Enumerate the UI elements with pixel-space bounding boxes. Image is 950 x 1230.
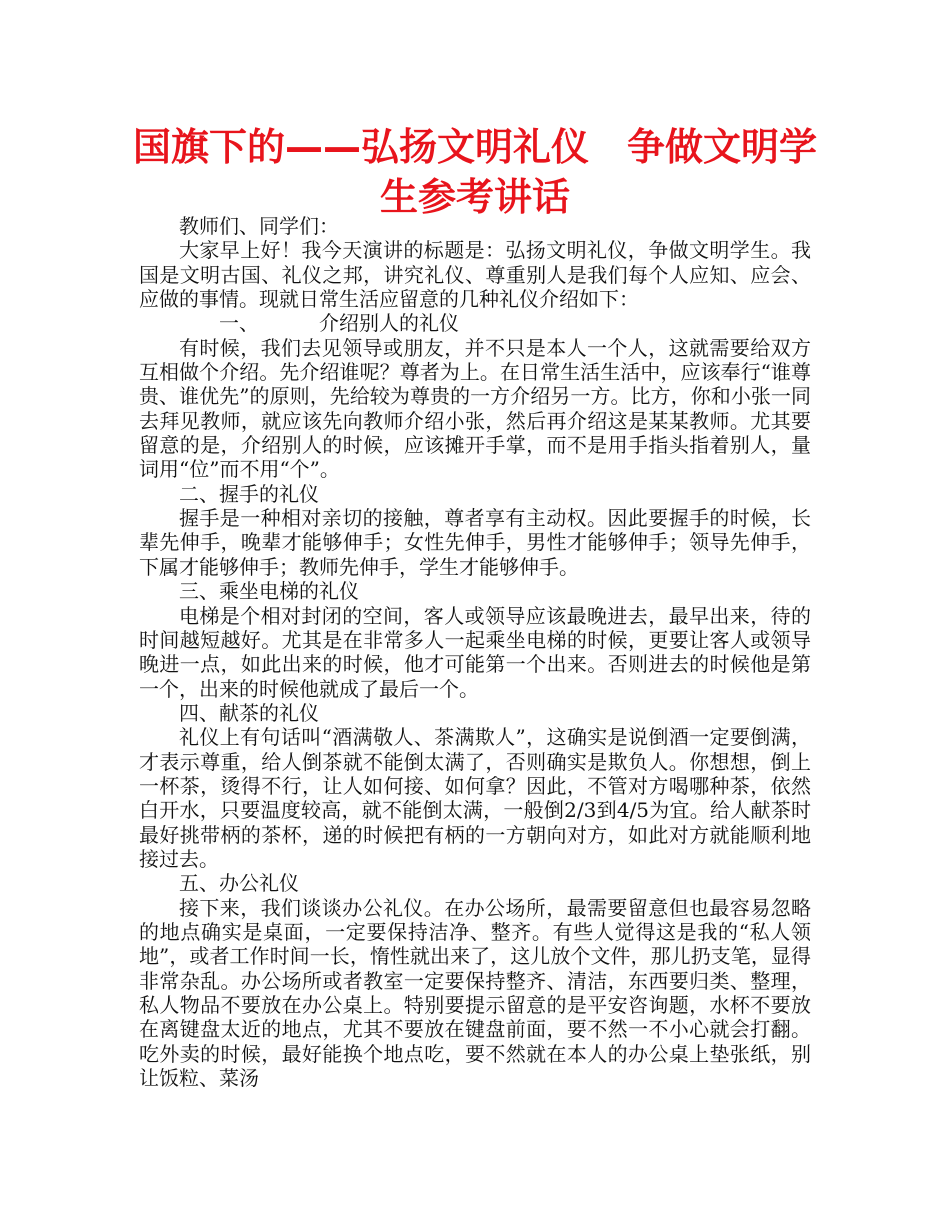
- document-title: [130, 122, 820, 222]
- section-4-paragraph: 礼仪上有句话叫“酒满敬人、茶满欺人”，这确实是说倒酒一定要倒满，才表示尊重，给人倒茶就不能倒太满了，否则确实是欺负人。你想想，倒上一杯茶，烫得不行，让人如何接、如何拿？因此，不管对方喝哪种茶，依然白开水，只要温度较高，就不能倒太满，一般倒2/3到4/5为宜。给人献茶时最好挑带柄的茶杯，递的时候把有柄的一方朝向对方，如此对方就能顺利地接过去。: [139, 725, 811, 871]
- section-1-title: 介绍别人的礼仪: [319, 311, 459, 336]
- intro-paragraph: 大家早上好！我今天演讲的标题是：弘扬文明礼仪，争做文明学生。我国是文明古国、礼仪之邦，讲究礼仪、尊重别人是我们每个人应知、应会、应做的事情。现就日常生活应留意的几种礼仪介绍如下：: [139, 238, 811, 312]
- section-3-heading: 三、乘坐电梯的礼仪: [179, 579, 359, 604]
- section-1-paragraph: 有时候，我们去见领导或朋友，并不只是本人一个人，这就需要给双方互相做个介绍。先介绍谁呢？尊者为上。在日常生活生活中，应该奉行“谁尊贵、谁优先”的原则，先给较为尊贵的一方介绍另一方。比方，你和小张一同去拜见教师，就应该先向教师介绍小张，然后再介绍这是某某教师。尤其要留意的是，介绍别人的时候，应该摊开手掌，而不是用手指头指着别人，量词用“位”而不用“个”。: [139, 335, 811, 482]
- document-body: [139, 214, 811, 1090]
- section-2-heading: 二、握手的礼仪: [179, 481, 319, 506]
- section-1-number: 一、: [219, 311, 259, 336]
- section-5-heading: 五、办公礼仪: [179, 871, 299, 896]
- title-line-2: 生参考讲话: [379, 175, 570, 219]
- section-5-paragraph: 接下来，我们谈谈办公礼仪。在办公场所，最需要留意但也最容易忽略的地点确实是桌面，一定要保持洁净、整齐。有些人觉得这是我的“私人领地”，或者工作时间一长，惰性就出来了，这儿放个文件，那儿扔支笔，显得非常杂乱。办公场所或者教室一定要保持整齐、清洁，东西要归类、整理，私人物品不要放在办公桌上。特别要提示留意的是平安咨询题，水杯不要放在离键盘太近的地点，尤其不要放在键盘前面，要不然一不小心就会打翻。吃外卖的时候，最好能换个地点吃，要不然就在本人的办公桌上垫张纸，别让饭粒、菜汤: [139, 895, 811, 1091]
- greeting: 教师们、同学们：: [179, 214, 339, 238]
- section-4-heading: 四、献茶的礼仪: [179, 700, 319, 725]
- section-1-heading: [139, 311, 811, 335]
- section-3-paragraph: 电梯是个相对封闭的空间，客人或领导应该最晚进去，最早出来，待的时间越短越好。尤其是在非常多人一起乘坐电梯的时候，更要让客人或领导晚进一点，如此出来的时候，他才可能第一个出来。否则进去的时候他是第一个，出来的时候他就成了最后一个。: [139, 603, 811, 701]
- title-line-1: 国旗下的——弘扬文明礼仪 争做文明学: [132, 125, 817, 169]
- section-2-paragraph: 握手是一种相对亲切的接触，尊者享有主动权。因此要握手的时候，长辈先伸手，晚辈才能够伸手；女性先伸手，男性才能够伸手；领导先伸手，下属才能够伸手；教师先伸手，学生才能够伸手。: [139, 506, 811, 579]
